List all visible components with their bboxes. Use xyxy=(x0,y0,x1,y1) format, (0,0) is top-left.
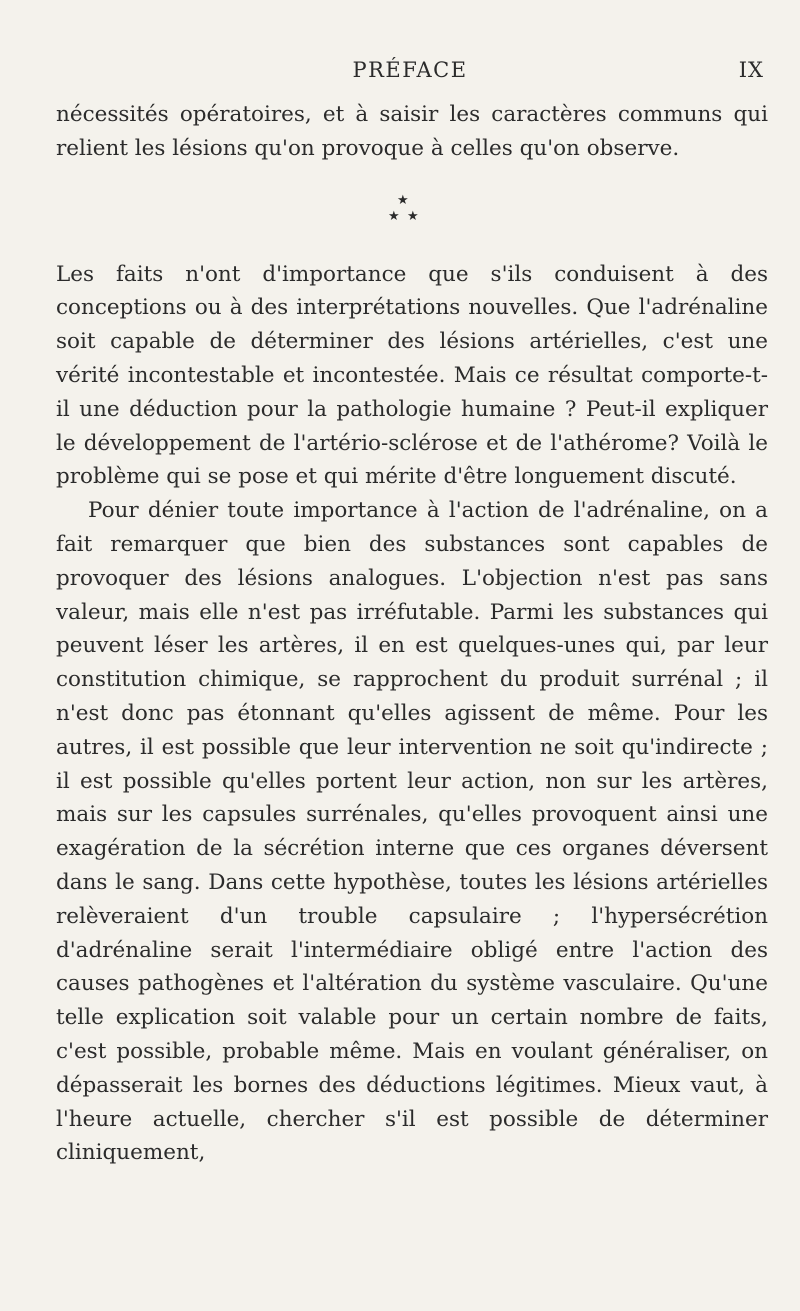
star-icon: ★ xyxy=(407,208,419,224)
body-text xyxy=(56,98,768,1170)
paragraph-continuation: nécessités opératoires, et à saisir les caractères communs qui relient les lésions qu'on provoque à celles qu'on observe. xyxy=(56,102,768,161)
paragraph: Pour dénier toute importance à l'action de l'adrénaline, on a fait remarquer que bien des substances sont capables de provoquer des lésions analogues. L'objection n'est pas sans valeur, mais elle n'est pas irréfutable. Parmi les substances qui peuvent léser les artères, il en est quelques-unes qui, par leur constitution chimique, se rapprochent du produit surrénal ; il n'est donc pas étonnant qu'elles agissent de même. Pour les autres, il est possible que leur intervention ne soit qu'indirecte ; il est possible qu'elles portent leur action, non sur les artères, mais sur les capsules surrénales, qu'elles provoquent ainsi une exagération de la sécrétion interne que ces organes déversent dans le sang. Dans cette hypothèse, toutes les lésions artérielles relèveraient d'un trouble capsulaire ; l'hypersécrétion d'adrénaline serait l'intermédiaire obligé entre l'action des causes pathogènes et l'altération du système vasculaire. Qu'une telle explication soit valable pour un certain nombre de faits, c'est possible, probable même. Mais en voulant généraliser, on dépasserait les bornes des déductions légitimes. Mieux vaut, à l'heure actuelle, chercher s'il est possible de déterminer cliniquement, xyxy=(56,498,768,1166)
asterism-divider xyxy=(56,188,768,252)
running-head xyxy=(56,58,764,88)
star-icon: ★ xyxy=(397,192,409,208)
paragraph: Les faits n'ont d'importance que s'ils conduisent à des conceptions ou à des interprétations nouvelles. Que l'adrénaline soit capable de déterminer des lésions artérielles, c'est une vérité incontestable et incontestée. Mais ce résultat comporte-t-il une déduction pour la pathologie humaine ? Peut-il expliquer le développement de l'artério-sclérose et de l'athérome? Voilà le problème qui se pose et qui mérite d'être longuement discuté. xyxy=(56,261,768,490)
page-number: IX xyxy=(738,58,764,82)
star-icon: ★ xyxy=(388,208,400,224)
running-title: PRÉFACE xyxy=(352,58,468,82)
